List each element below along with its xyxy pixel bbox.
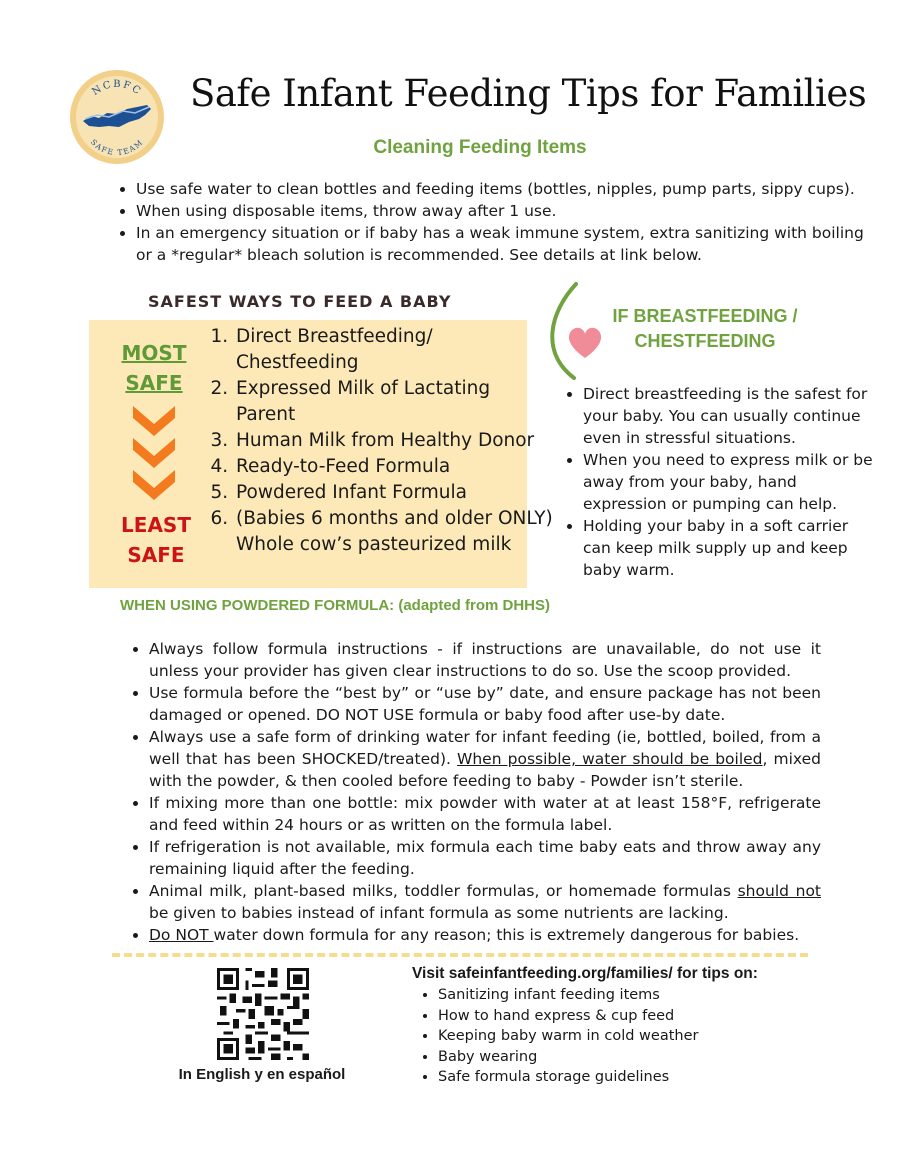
- svg-text:SAFE TEAM: SAFE TEAM: [88, 137, 146, 158]
- powdered-formula-list: [125, 638, 821, 946]
- safest-ways-list: [212, 324, 554, 558]
- qr-code-icon[interactable]: [217, 968, 309, 1060]
- list-item: 4. Ready-to-Feed Formula: [234, 454, 554, 480]
- visit-link-text[interactable]: Visit safeinfantfeeding.org/families/ for tips on:: [412, 965, 758, 982]
- list-item: • Do NOT water down formula for any reason; this is extremely dangerous for babies.: [149, 924, 821, 946]
- breastfeeding-list: [560, 383, 873, 581]
- list-item: • Use safe water to clean bottles and feeding items (bottles, nipples, pump parts, sippy cups).: [136, 178, 881, 200]
- list-item: • Baby wearing: [438, 1047, 798, 1068]
- chevron-down-icon: [130, 466, 178, 502]
- cleaning-list: [112, 178, 881, 266]
- list-item: • Keeping baby warm in cold weather: [438, 1026, 798, 1047]
- list-item: 1. Direct Breastfeeding/ Chestfeeding: [234, 324, 554, 376]
- list-item: • Use formula before the “best by” or “use by” date, and ensure package has not been damaged or opened. DO NOT USE formula or baby food after use-by date.: [149, 682, 821, 726]
- list-item: 2. Expressed Milk of Lactating Parent: [234, 376, 554, 428]
- svg-text:NCBFC: NCBFC: [90, 78, 144, 98]
- chevron-down-icon: [130, 434, 178, 470]
- list-item: 3. Human Milk from Healthy Donor: [234, 428, 554, 454]
- list-item: • Holding your baby in a soft carrier can keep milk supply up and keep baby warm.: [583, 515, 873, 581]
- tips-list: [414, 985, 798, 1088]
- list-item: • Sanitizing infant feeding items: [438, 985, 798, 1006]
- list-item: 5. Powdered Infant Formula: [234, 480, 554, 506]
- least-safe-label: LEAST SAFE: [121, 513, 191, 567]
- list-item: • Animal milk, plant-based milks, toddler formulas, or homemade formulas should not be given to babies instead of infant formula as some nutrients are lacking.: [149, 880, 821, 924]
- list-item: • Safe formula storage guidelines: [438, 1067, 798, 1088]
- list-item: • In an emergency situation or if baby has a weak immune system, extra sanitizing with boiling or a *regular* bleach solution is recommended. See details at link below.: [136, 222, 881, 266]
- heart-icon: [566, 326, 604, 360]
- list-item: • How to hand express & cup feed: [438, 1006, 798, 1027]
- chevron-down-icon: [130, 402, 178, 438]
- cleaning-heading: Cleaning Feeding Items: [373, 137, 587, 158]
- qr-caption: In English y en español: [178, 1066, 346, 1083]
- list-item: • When using disposable items, throw away after 1 use.: [136, 200, 881, 222]
- list-item: • When you need to express milk or be away from your baby, hand expression or pumping can help.: [583, 449, 873, 515]
- most-safe-label: MOST SAFE: [121, 341, 187, 395]
- list-item: 6. (Babies 6 months and older ONLY) Whole cow’s pasteurized milk: [234, 506, 554, 558]
- safest-ways-heading: SAFEST WAYS TO FEED A BABY: [148, 292, 452, 311]
- list-item: • Always follow formula instructions - if instructions are unavailable, do not use it unless your provider has given clear instructions to do so. Use the scoop provided.: [149, 638, 821, 682]
- powdered-formula-heading: WHEN USING POWDERED FORMULA: (adapted from DHHS): [120, 597, 550, 614]
- page-title: Safe Infant Feeding Tips for Families: [190, 72, 867, 115]
- list-item: • If refrigeration is not available, mix formula each time baby eats and throw away any remaining liquid after the feeding.: [149, 836, 821, 880]
- list-item: • Always use a safe form of drinking water for infant feeding (ie, bottled, boiled, from a well that has been SHOCKED/treated). When possible, water should be boiled, mixed with the powder, & then cooled before feeding to baby - Powder isn’t sterile.: [149, 726, 821, 792]
- list-item: • If mixing more than one bottle: mix powder with water at at least 158°F, refrigerate and feed within 24 hours or as written on the formula label.: [149, 792, 821, 836]
- divider: [112, 953, 808, 957]
- list-item: • Direct breastfeeding is the safest for your baby. You can usually continue even in stressful situations.: [583, 383, 873, 449]
- ncbfc-safe-team-logo: [69, 69, 165, 165]
- breastfeeding-heading: IF BREASTFEEDING / CHESTFEEDING: [612, 306, 798, 351]
